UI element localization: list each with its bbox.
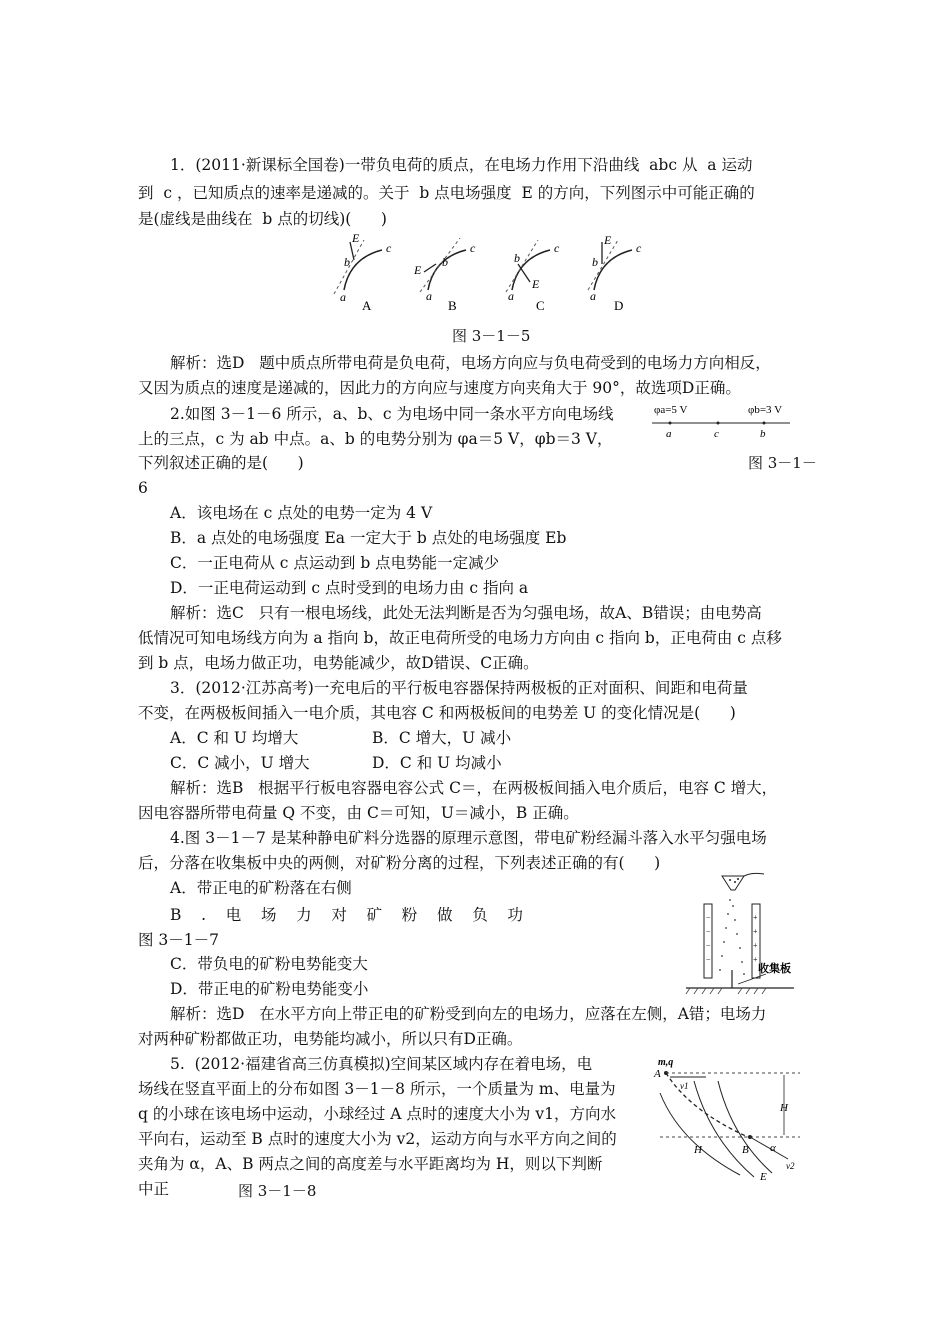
q4-line1: 4.图 3－1－7 是某种静电矿料分选器的原理示意图，带电矿粉经漏斗落入水平匀强电场 (170, 829, 767, 847)
q4-option-d: D．带正电的矿粉电势能变小 (170, 980, 369, 998)
svg-text:+: + (753, 927, 758, 936)
q4-figure (682, 870, 802, 1000)
q1-d-pt-E: E (604, 233, 612, 247)
q1-a-pt-a: a (340, 290, 346, 304)
q1-a-pt-c: c (386, 241, 392, 255)
q1-b-pt-b: b (442, 255, 448, 269)
q2-option-a: A．该电场在 c 点处的电势一定为 4 V (170, 504, 433, 522)
q1-c-pt-c: c (554, 241, 560, 255)
q2-line3: 下列叙述正确的是( ) (138, 454, 304, 472)
q1-a-pt-E: E (352, 232, 360, 245)
q5-label-B: B (742, 1144, 749, 1156)
q2-phi-a: φa=5 V (654, 404, 688, 416)
svg-text:−: − (706, 927, 711, 936)
q5-figure (650, 1053, 810, 1183)
q2-option-c: C．一正电荷从 c 点运动到 b 点电势能一定减少 (170, 554, 500, 572)
q1-fig-caption: 图 3－1－5 (452, 327, 531, 345)
q2-line2: 上的三点，c 为 ab 中点。a、b 的电势分别为 φa＝5 V，φb＝3 V， (138, 430, 613, 448)
q5-line5: 夹角为 α，A、B 两点之间的高度差与水平距离均为 H，则以下判断 (138, 1155, 603, 1173)
q2-fig-caption-a: 图 3－1－ (748, 454, 817, 472)
q3-option-b: B．C 增大，U 减小 (372, 729, 512, 747)
q5-label-mq: m,q (658, 1057, 674, 1068)
q5-label-alpha: α (770, 1142, 776, 1154)
svg-text:−: − (706, 941, 711, 950)
q5-label-v1: v1 (680, 1081, 689, 1091)
q4-option-a: A．带正电的矿粉落在右侧 (170, 879, 352, 897)
q2-phi-b: φb=3 V (748, 404, 783, 416)
q1-fig-label-b: B (448, 298, 457, 313)
q4-fig-caption: 图 3－1－7 (138, 931, 220, 949)
q4-line2: 后，分落在收集板中央的两侧，对矿粉分离的过程，下列表述正确的有( ) (138, 854, 661, 872)
q2-line1: 2.如图 3－1－6 所示，a、b、c 为电场中同一条水平方向电场线 (170, 405, 614, 423)
q4-option-c: C．带负电的矿粉电势能变大 (170, 955, 368, 973)
q4-answer-2: 对两种矿粉都做正功，电势能均减小，所以只有D正确。 (138, 1030, 523, 1048)
q3-option-c: C．C 减小，U 增大 (170, 754, 310, 772)
q1-c-pt-E: E (532, 277, 540, 291)
q1-answer-2: 又因为质点的速度是递减的，因此力的方向应与速度方向夹角大于 90°，故选项D正确。 (138, 379, 741, 397)
q2-pt-b: b (760, 428, 766, 440)
q1-d-pt-a: a (590, 289, 596, 303)
q2-option-d: D．一正电荷运动到 c 点时受到的电场力由 c 指向 a (170, 579, 529, 597)
q2-fig-caption-b: 6 (138, 479, 148, 497)
q5-line4: 平向右，运动至 B 点时的速度大小为 v2，运动方向与水平方向之间的 (138, 1130, 617, 1148)
q2-answer-3: 到 b 点，电场力做正功，电势能减少，故D错误、C正确。 (138, 654, 539, 672)
q5-label-v2: v2 (786, 1161, 795, 1171)
q1-c-pt-b: b (514, 251, 520, 265)
q2-option-b: B．a 点处的电场强度 Ea 一定大于 b 点处的电场强度 Eb (170, 529, 567, 547)
svg-text:+: + (753, 955, 758, 964)
q5-line1: 5. (2012·福建省高三仿真模拟)空间某区域内存在着电场，电 (170, 1055, 593, 1073)
q1-a-pt-b: b (344, 255, 350, 269)
q1-d-pt-b: b (592, 255, 598, 269)
q3-line1: 3．(2012·江苏高考)一充电后的平行板电容器保持两极板的正对面积、间距和电荷量 (170, 679, 748, 697)
q2-pt-a: a (666, 428, 672, 440)
q1-c-pt-a: a (508, 289, 514, 303)
q1-fig-label-c: C (536, 298, 545, 313)
q3-answer-2: 因电容器所带电荷量 Q 不变，由 C＝可知，U＝减小，B 正确。 (138, 804, 579, 822)
q1-figure (330, 232, 650, 322)
q4-answer-1: 解析：选D 在水平方向上带正电的矿粉受到向左的电场力，应落在左侧，A错；电场力 (170, 1005, 767, 1023)
q1-fig-label-a: A (362, 298, 372, 313)
q2-pt-c: c (714, 428, 719, 440)
q3-option-a: A．C 和 U 均增大 (170, 729, 299, 747)
q1-b-pt-E: E (414, 263, 422, 277)
q4-option-b: B . 电 场 力 对 矿 粉 做 负 功 (170, 906, 523, 924)
q3-option-d: D．C 和 U 均减小 (372, 754, 502, 772)
q1-answer-1: 解析：选D 题中质点所带电荷是负电荷，电场方向应与负电荷受到的电场力方向相反， (170, 354, 771, 372)
q5-label-H-horizontal: H (694, 1144, 702, 1156)
q2-answer-1: 解析：选C 只有一根电场线，此处无法判断是否为匀强电场，故A、B错误；由电势高 (170, 604, 762, 622)
q2-figure (650, 400, 795, 440)
q5-fig-caption: 图 3－1－8 (238, 1182, 317, 1200)
q1-d-pt-c: c (636, 241, 642, 255)
q5-line3: q 的小球在该电场中运动，小球经过 A 点时的速度大小为 v1，方向水 (138, 1105, 616, 1123)
q5-label-E: E (760, 1171, 767, 1183)
q1-line2: 到 c ，已知质点的速率是递减的。关于 b 点电场强度 E 的方向，下列图示中可能正确的 (138, 184, 755, 202)
q1-fig-c (506, 240, 560, 313)
svg-text:+: + (753, 913, 758, 922)
q1-b-pt-c: c (470, 241, 476, 255)
q5-line6: 中正 (138, 1180, 170, 1198)
q1-fig-a (334, 232, 392, 313)
q1-fig-label-d: D (614, 298, 624, 313)
q3-answer-1: 解析：选B 根据平行板电容器电容公式 C＝，在两极板间插入电介质后，电容 C 增大， (170, 779, 778, 797)
q5-label-H-vertical: H (780, 1102, 788, 1114)
q1-line3: 是(虚线是曲线在 b 点的切线)( ) (138, 210, 387, 228)
svg-text:+: + (753, 941, 758, 950)
q3-line2: 不变，在两极板间插入一电介质，其电容 C 和两极板间的电势差 U 的变化情况是( ) (138, 704, 736, 722)
q2-answer-2: 低情况可知电场线方向为 a 指向 b，故正电荷所受的电场力方向由 c 指向 b，正电荷由 c 点移 (138, 629, 782, 647)
q1-fig-b (413, 238, 476, 313)
svg-text:−: − (706, 913, 711, 922)
q5-line2: 场线在竖直平面上的分布如图 3－1－8 所示，一个质量为 m、电量为 (138, 1080, 616, 1098)
svg-text:−: − (706, 955, 711, 964)
q5-label-A: A (654, 1068, 661, 1080)
q1-b-pt-a: a (426, 289, 432, 303)
q1-fig-d (588, 233, 642, 313)
q4-collector-label: 收集板 (758, 963, 791, 975)
q1-line1: 1．(2011·新课标全国卷)一带负电荷的质点，在电场力作用下沿曲线 abc 从 a 运动 (170, 156, 753, 174)
